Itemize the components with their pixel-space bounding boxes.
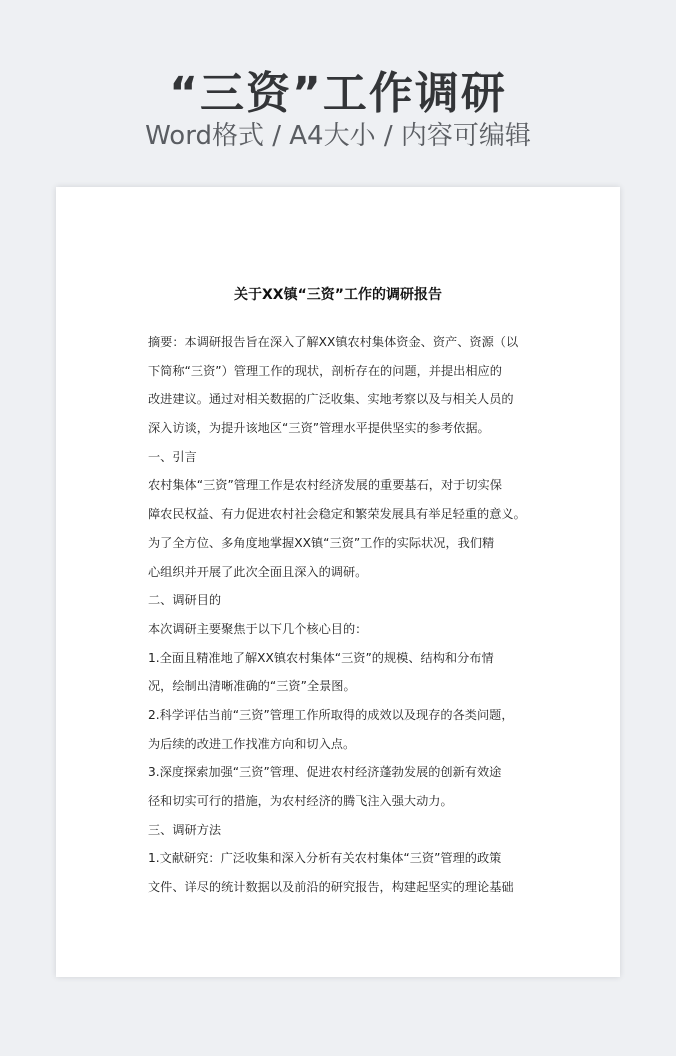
document-line: 深入访谈，为提升该地区“三资”管理水平提供坚实的参考依据。	[148, 421, 490, 436]
document-line: 障农民权益、有力促进农村社会稳定和繁荣发展具有举足轻重的意义。	[148, 507, 526, 522]
document-title: 关于XX镇“三资”工作的调研报告	[234, 287, 442, 303]
document-line: 心组织并开展了此次全面且深入的调研。	[148, 564, 368, 579]
document-line: 文件、详尽的统计数据以及前沿的研究报告，构建起坚实的理论基础	[148, 880, 514, 895]
section-heading: 二、调研目的	[148, 593, 222, 608]
document-body	[148, 328, 540, 902]
document-line: 本次调研主要聚焦于以下几个核心目的：	[148, 621, 368, 636]
document-line: 2.科学评估当前“三资”管理工作所取得的成效以及现存的各类问题，	[148, 707, 514, 722]
document-line: 改进建议。通过对相关数据的广泛收集、实地考察以及与相关人员的	[148, 392, 514, 407]
section-heading: 三、调研方法	[148, 822, 222, 837]
document-line: 为了全方位、多角度地掌握XX镇“三资”工作的实际状况，我们精	[148, 535, 495, 550]
document-line: 径和切实可行的措施，为农村经济的腾飞注入强大动力。	[148, 794, 453, 808]
document-line: 下简称“三资”）管理工作的现状，剖析存在的问题，并提出相应的	[148, 363, 502, 378]
document-line: 1.文献研究：广泛收集和深入分析有关农村集体“三资”管理的政策	[148, 851, 502, 866]
document-line: 3.深度探索加强“三资”管理、促进农村经济蓬勃发展的创新有效途	[148, 765, 502, 780]
section-heading: 一、引言	[148, 449, 197, 464]
promo-banner	[0, 0, 676, 186]
document-line: 摘要：本调研报告旨在深入了解XX镇农村集体资金、资产、资源（以	[148, 335, 519, 349]
document-line: 1.全面且精准地了解XX镇农村集体“三资”的规模、结构和分布情	[148, 650, 494, 665]
banner-subtitle: Word格式 / A4大小 / 内容可编辑	[145, 121, 531, 151]
document-line: 农村集体“三资”管理工作是农村经济发展的重要基石，对于切实保	[148, 478, 502, 493]
document-line: 况，绘制出清晰准确的“三资”全景图。	[148, 679, 356, 694]
document-page	[56, 187, 620, 977]
document-line: 为后续的改进工作找准方向和切入点。	[148, 736, 356, 751]
banner-title: “三资”工作调研	[169, 68, 507, 119]
